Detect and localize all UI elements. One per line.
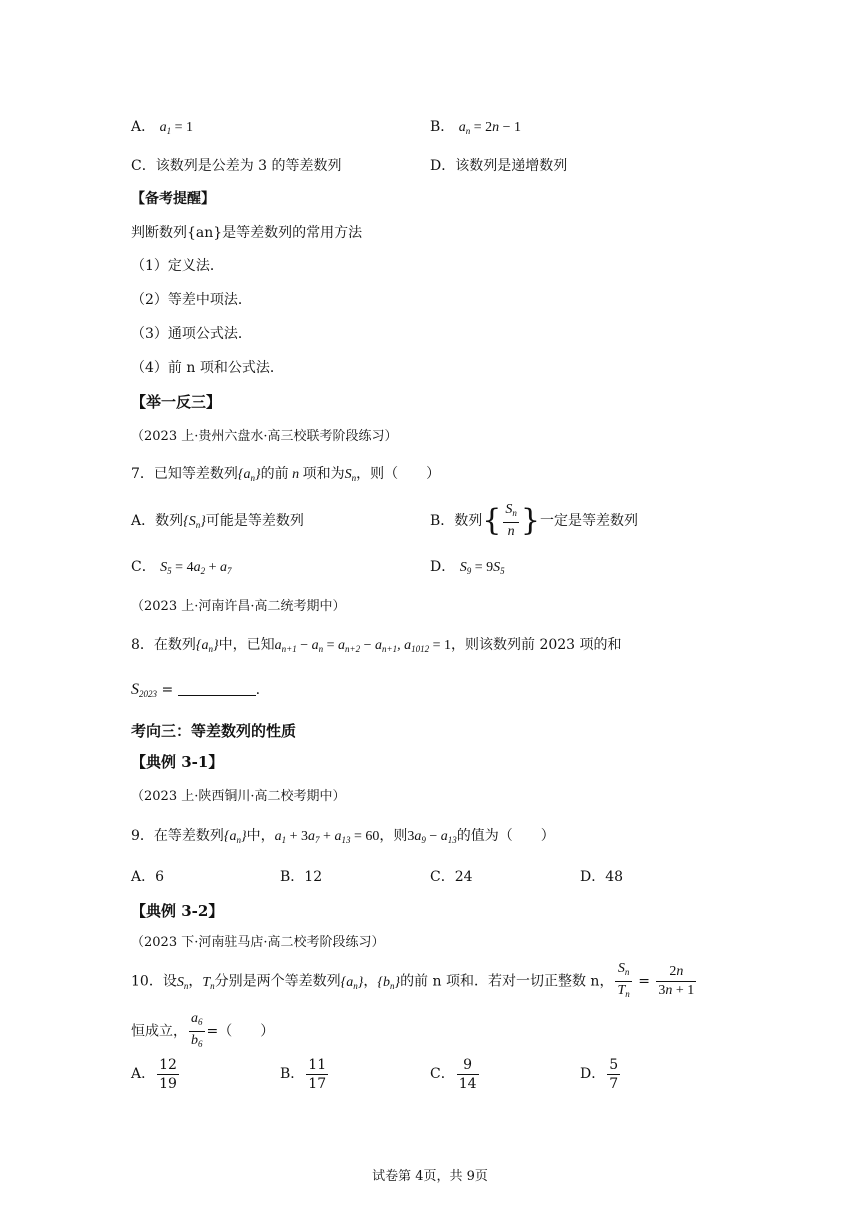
math-expression: $a_1 = 1$ [159,120,193,136]
q10-source: （2023 下·河南驻马店·高二校考阶段练习） [131,935,385,950]
q8-source: （2023 上·河南许昌·高二统考期中） [131,599,346,614]
tip-method-2: （2）等差中项法． [131,292,252,308]
q6-option-a: A． $a_1 = 1$ [131,119,193,136]
q9-option-c: C．24 [430,869,473,885]
q7-option-b: B．数列{ $\frac{S_n}{n}$ }一定是等差数列 [430,502,638,539]
tip-intro: 判断数列{an}是等差数列的常用方法 [131,225,363,241]
q7-option-a: A．数列$\{S_n\}$可能是等差数列 [131,513,304,530]
answer-blank[interactable] [178,681,256,696]
q6-option-d: D．该数列是递增数列 [430,158,568,174]
q9-source: （2023 上·陕西铜川·高二校考期中） [131,789,346,804]
q7-source: （2023 上·贵州六盘水·高三校联考阶段练习） [131,429,398,444]
q10-option-d: D． $\frac{5}{7}$ [580,1056,619,1092]
q7-stem: 7．已知等差数列$\{a_n\}$的前 n 项和为$S_n$，则（ ） [131,466,441,483]
example-3-1-heading: 【典例 3-1】 [131,753,224,771]
tip-heading: 【备考提醒】 [131,191,215,207]
q9-option-d: D．48 [580,869,624,885]
q8-stem: 8．在数列$\{a_n\}$中，已知$a_{n+1} - a_n = a_{n+2} - a_{n+1}$, $a_{1012} = 1$，则该数列前 2023 项的和 [131,637,622,654]
q6-option-c: C．该数列是公差为 3 的等差数列 [131,158,342,174]
q10-option-c: C． $\frac{9}{14}$ [430,1056,477,1092]
q6-option-b: B． $a_n = 2n - 1$ [430,119,522,136]
q8-answer-line: $S_{2023}$ = . [131,681,261,699]
q9-option-b: B．12 [280,869,323,885]
q10-option-b: B． $\frac{11}{17}$ [280,1056,327,1092]
q9-option-a: A．6 [131,869,165,885]
q10-stem-line2: 恒成立， $\frac{a_6}{b_6}$ =（ ） [131,1011,275,1049]
q10-stem: 10．设$S_n$，$T_n$分别是两个等差数列$\{a_n\}$，$\{b_n\}$的前 n 项和．若对一切正整数 n， $\frac{S_n}{T_n}$ = $\frac{2n}{3n + 1}$ [131,961,695,999]
math-expression: $a_n = 2n - 1$ [458,120,522,136]
q7-option-d: D． $S_9 = 9S_5$ [430,559,505,576]
tip-method-3: （3）通项公式法． [131,326,252,342]
practice-heading: 【举一反三】 [131,393,222,411]
section3-heading: 考向三：等差数列的性质 [131,722,297,740]
q7-option-c: C． $S_5 = 4a_2 + a_7$ [131,559,232,576]
q10-option-a: A． $\frac{12}{19}$ [131,1056,177,1092]
tip-method-1: （1）定义法． [131,258,224,274]
tip-method-4: （4）前 n 项和公式法． [131,360,284,376]
example-3-2-heading: 【典例 3-2】 [131,902,224,920]
page-footer: 试卷第 4页，共 9页 [372,1169,488,1184]
q9-stem: 9．在等差数列$\{a_n\}$中，$a_1 + 3a_7 + a_{13} = 60$，则$3a_9 - a_{13}$的值为（ ） [131,828,555,845]
